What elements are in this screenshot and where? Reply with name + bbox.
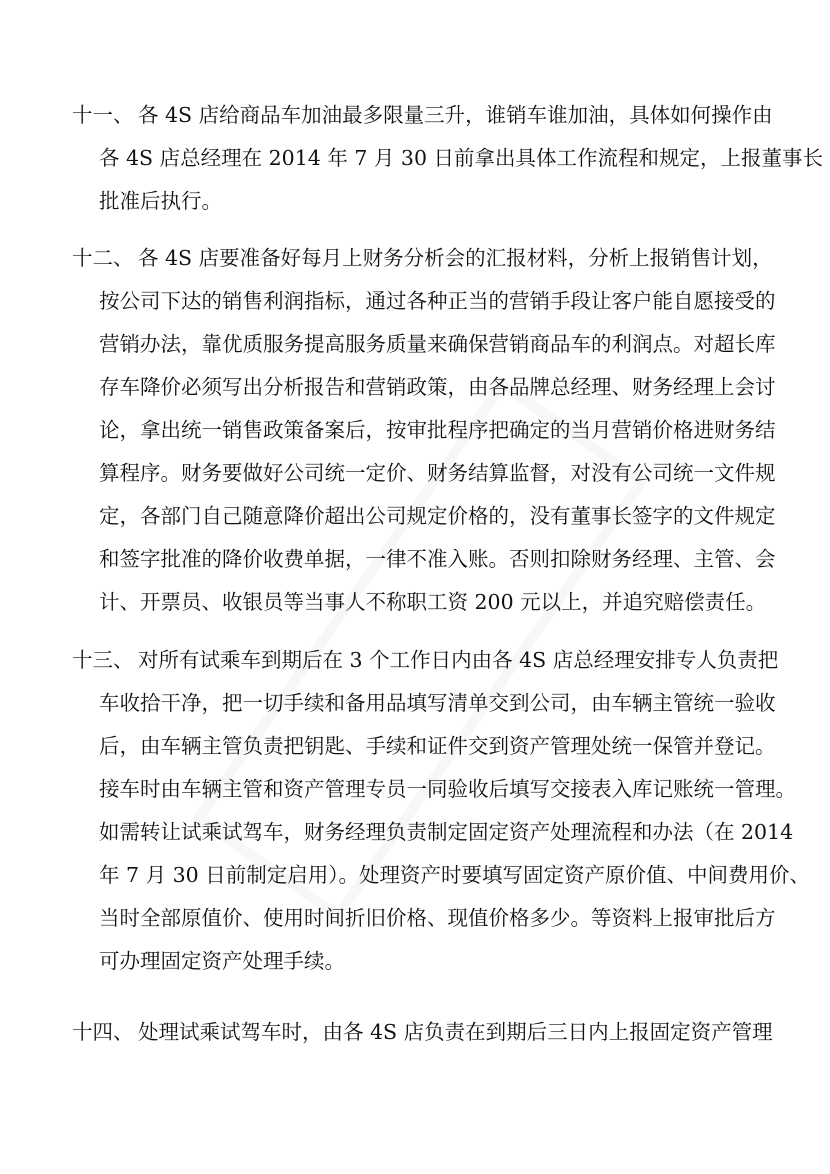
text-line: 当时全部原值价、使用时间折旧价格、现值价格多少。等资料上报审批后方	[99, 906, 776, 930]
text-line: 可办理固定资产处理手续。	[99, 949, 345, 973]
text-line: 车收拾干净，把一切手续和备用品填写清单交到公司，由车辆主管统一验收	[99, 691, 776, 715]
text-line: 年 7 月 30 日前制定启用）。处理资产时要填写固定资产原价值、中间费用价、	[99, 863, 810, 887]
text-line: 各 4S 店总经理在 2014 年 7 月 30 日前拿出具体工作流程和规定，上报董事长	[99, 146, 824, 170]
text-line: 算程序。财务要做好公司统一定价、财务结算监督，对没有公司统一文件规	[99, 461, 776, 485]
text-line: 计、开票员、收银员等当事人不称职工资 200 元以上，并追究赔偿责任。	[99, 590, 767, 614]
clause-number: 十三、	[72, 648, 134, 672]
text-line: 对所有试乘车到期后在 3 个工作日内由各 4S 店总经理安排专人负责把	[138, 648, 779, 672]
text-line: 后，由车辆主管负责把钥匙、手续和证件交到资产管理处统一保管并登记。	[99, 734, 776, 758]
clause-number: 十四、	[72, 1020, 134, 1044]
clause-number: 十一、	[72, 103, 134, 127]
text-line: 和签字批准的降价收费单据，一律不准入账。否则扣除财务经理、主管、会	[99, 547, 776, 571]
text-line: 如需转让试乘试驾车，财务经理负责制定固定资产处理流程和办法（在 2014	[99, 820, 794, 844]
text-line: 论，拿出统一销售政策备案后，按审批程序把确定的当月营销价格进财务结	[99, 418, 776, 442]
text-line: 按公司下达的销售利润指标，通过各种正当的营销手段让客户能自愿接受的	[99, 289, 776, 313]
text-line: 处理试乘试驾车时，由各 4S 店负责在到期后三日内上报固定资产管理	[138, 1020, 773, 1044]
text-line: 批准后执行。	[99, 189, 222, 213]
text-line: 存车降价必须写出分析报告和营销政策，由各品牌总经理、财务经理上会讨	[99, 375, 776, 399]
text-line: 各 4S 店要准备好每月上财务分析会的汇报材料，分析上报销售计划，	[138, 246, 773, 270]
text-line: 营销办法，靠优质服务提高服务质量来确保营销商品车的利润点。对超长库	[99, 332, 776, 356]
clause-number: 十二、	[72, 246, 134, 270]
text-line: 接车时由车辆主管和资产管理专员一同验收后填写交接表入库记账统一管理。	[99, 777, 796, 801]
text-line: 定，各部门自己随意降价超出公司规定价格的，没有董事长签字的文件规定	[99, 504, 776, 528]
text-line: 各 4S 店给商品车加油最多限量三升，谁销车谁加油，具体如何操作由	[138, 103, 773, 127]
